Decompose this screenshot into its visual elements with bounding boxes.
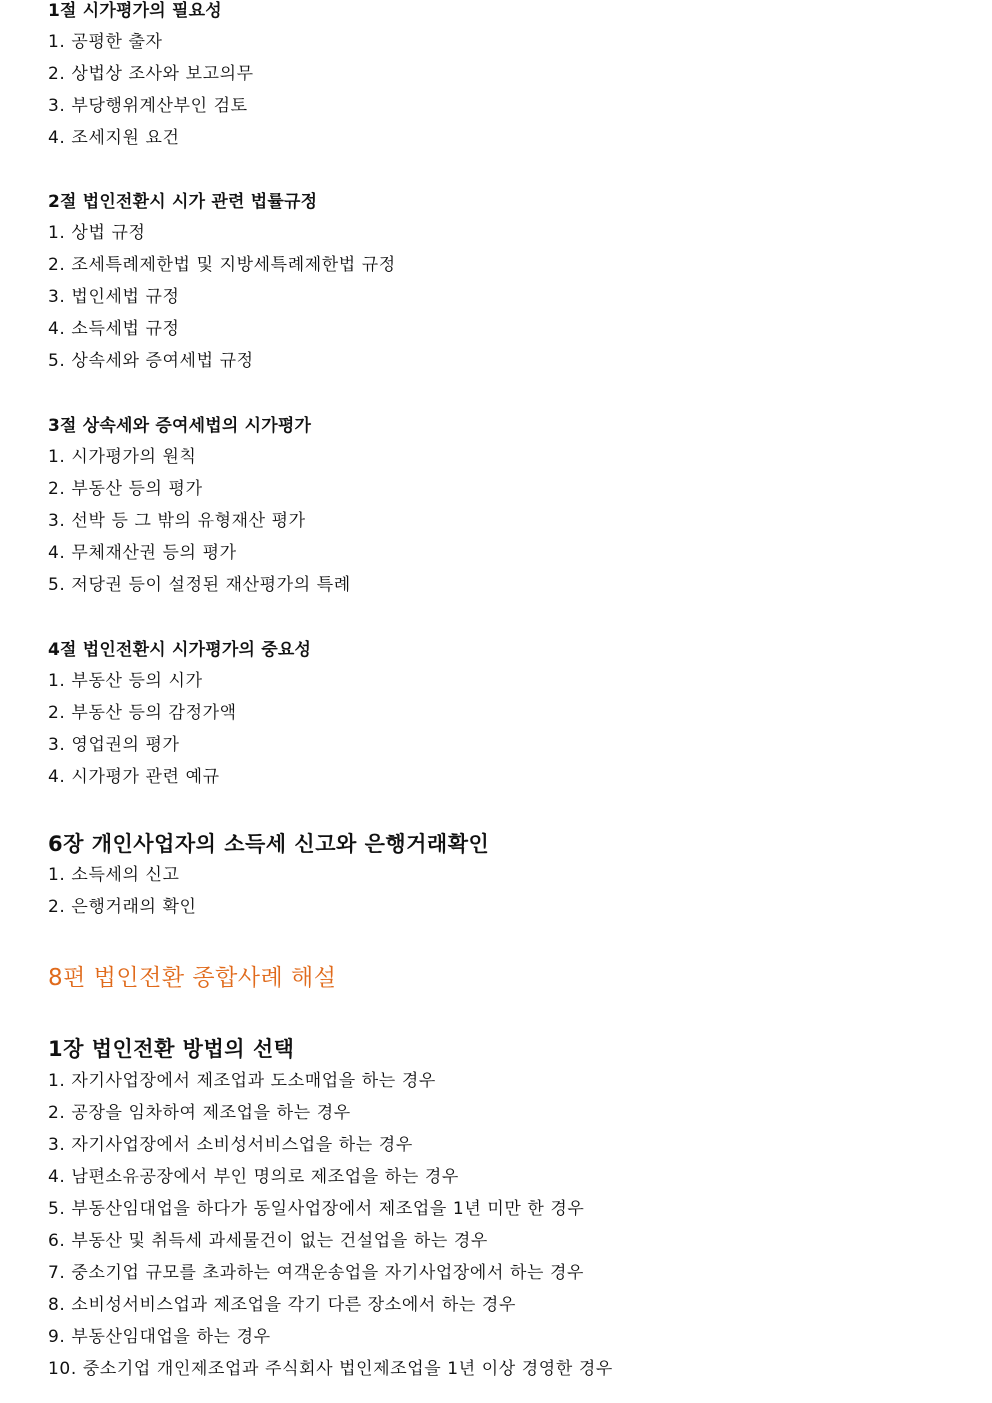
list-item: 3. 법인세법 규정 <box>48 287 180 307</box>
part-title: 8편 법인전환 종합사례 해설 <box>48 965 337 991</box>
list-item: 4. 조세지원 요건 <box>48 128 180 148</box>
chapter-item-list <box>48 859 968 923</box>
list-item: 10. 중소기업 개인제조업과 주식회사 법인제조업을 1년 이상 경영한 경우 <box>48 1359 613 1379</box>
list-item: 2. 부동산 등의 감정가액 <box>48 703 237 723</box>
list-item: 9. 부동산임대업을 하는 경우 <box>48 1327 271 1347</box>
list-item: 1. 상법 규정 <box>48 223 146 243</box>
section-1 <box>48 0 968 154</box>
list-item: 3. 영업권의 평가 <box>48 735 180 755</box>
section-item-list <box>48 217 968 377</box>
section-item-list <box>48 665 968 793</box>
chapter-title: 1장 법인전환 방법의 선택 <box>48 1037 295 1061</box>
list-item: 1. 소득세의 신고 <box>48 865 180 885</box>
list-item: 5. 부동산임대업을 하다가 동일사업장에서 제조업을 1년 미만 한 경우 <box>48 1199 585 1219</box>
list-item: 3. 자기사업장에서 소비성서비스업을 하는 경우 <box>48 1135 413 1155</box>
section-title: 3절 상속세와 증여세법의 시가평가 <box>48 416 312 436</box>
list-item: 2. 상법상 조사와 보고의무 <box>48 64 254 84</box>
section-item-list <box>48 26 968 154</box>
list-item: 2. 조세특례제한법 및 지방세특례제한법 규정 <box>48 255 396 275</box>
section-title: 4절 법인전환시 시가평가의 중요성 <box>48 640 312 660</box>
section-4 <box>48 639 968 793</box>
list-item: 5. 저당권 등이 설정된 재산평가의 특례 <box>48 575 351 595</box>
part-8 <box>48 963 968 993</box>
list-item: 4. 남편소유공장에서 부인 명의로 제조업을 하는 경우 <box>48 1167 459 1187</box>
chapter-1 <box>48 1035 968 1385</box>
list-item: 4. 소득세법 규정 <box>48 319 180 339</box>
section-2 <box>48 191 968 377</box>
list-item: 7. 중소기업 규모를 초과하는 여객운송업을 자기사업장에서 하는 경우 <box>48 1263 585 1283</box>
chapter-item-list <box>48 1065 968 1385</box>
list-item: 3. 부당행위계산부인 검토 <box>48 96 248 116</box>
chapter-6 <box>48 830 968 923</box>
list-item: 1. 자기사업장에서 제조업과 도소매업을 하는 경우 <box>48 1071 436 1091</box>
section-title: 2절 법인전환시 시가 관련 법률규정 <box>48 192 318 212</box>
list-item: 6. 부동산 및 취득세 과세물건이 없는 건설업을 하는 경우 <box>48 1231 488 1251</box>
list-item: 4. 무체재산권 등의 평가 <box>48 543 237 563</box>
list-item: 5. 상속세와 증여세법 규정 <box>48 351 254 371</box>
list-item: 2. 공장을 임차하여 제조업을 하는 경우 <box>48 1103 351 1123</box>
list-item: 2. 은행거래의 확인 <box>48 897 197 917</box>
list-item: 1. 부동산 등의 시가 <box>48 671 203 691</box>
section-title: 1절 시가평가의 필요성 <box>48 1 222 21</box>
list-item: 1. 공평한 출자 <box>48 32 163 52</box>
list-item: 2. 부동산 등의 평가 <box>48 479 203 499</box>
chapter-title: 6장 개인사업자의 소득세 신고와 은행거래확인 <box>48 832 490 856</box>
list-item: 4. 시가평가 관련 예규 <box>48 767 220 787</box>
section-3 <box>48 415 968 601</box>
list-item: 8. 소비성서비스업과 제조업을 각기 다른 장소에서 하는 경우 <box>48 1295 516 1315</box>
section-item-list <box>48 441 968 601</box>
list-item: 1. 시가평가의 원칙 <box>48 447 197 467</box>
list-item: 3. 선박 등 그 밖의 유형재산 평가 <box>48 511 306 531</box>
